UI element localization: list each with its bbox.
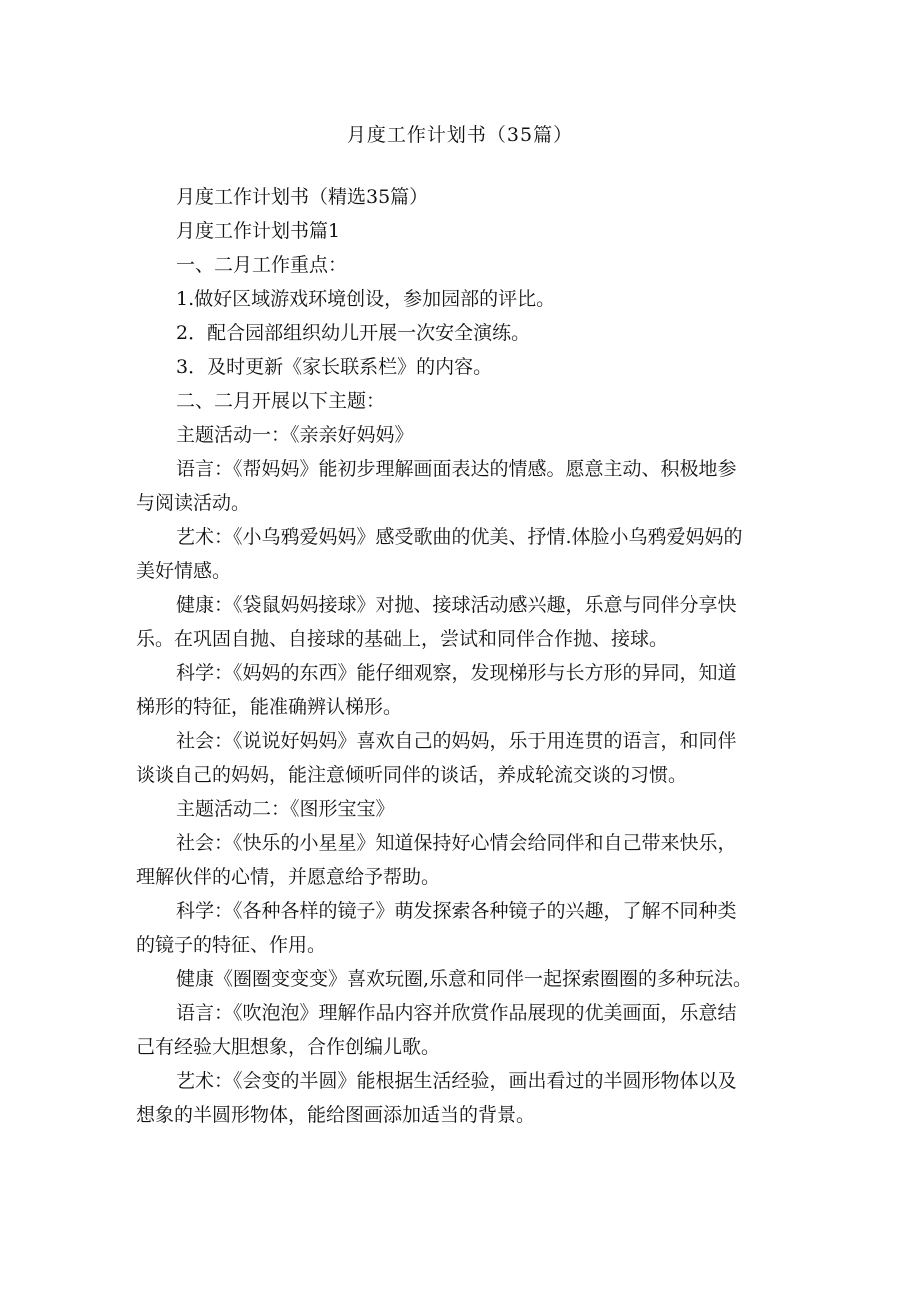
paragraph-line: 月度工作计划书（精选35篇） xyxy=(176,186,429,208)
document-title: 月度工作计划书（35篇） xyxy=(346,124,574,146)
paragraph-line: 理解伙伴的心情，并愿意给予帮助。 xyxy=(136,866,441,888)
paragraph-line: 与阅读活动。 xyxy=(136,492,251,514)
paragraph-line: 想象的半圆形物体，能给图画添加适当的背景。 xyxy=(136,1104,536,1126)
paragraph-line: 二、二月开展以下主题： xyxy=(176,390,386,412)
paragraph-line: 主题活动二：《图形宝宝》 xyxy=(176,798,395,820)
paragraph-line: 梯形的特征，能准确辨认梯形。 xyxy=(136,696,403,718)
paragraph-line: 健康《圈圈变变变》喜欢玩圈,乐意和同伴一起探索圈圈的多种玩法。 xyxy=(176,968,753,990)
paragraph-line: 科学：《各种各样的镜子》萌发探索各种镜子的兴趣，了解不同种类 xyxy=(176,900,737,922)
paragraph-line: 月度工作计划书篇1 xyxy=(176,220,341,242)
paragraph-line: 社会：《说说好妈妈》喜欢自己的妈妈，乐于用连贯的语言，和同伴 xyxy=(176,730,737,752)
document-body xyxy=(136,180,786,1132)
paragraph-line: 3．及时更新《家长联系栏》的内容。 xyxy=(176,356,493,378)
paragraph-line: 语言：《吹泡泡》理解作品内容并欣赏作品展现的优美画面，乐意结 xyxy=(176,1002,737,1024)
paragraph-line: 一、二月工作重点： xyxy=(176,254,348,276)
paragraph-line: 的镜子的特征、作用。 xyxy=(136,934,327,956)
paragraph-line: 艺术：《小乌鸦爱妈妈》感受歌曲的优美、抒情.体脸小乌鸦爱妈妈的 xyxy=(176,526,743,548)
paragraph-line: 社会：《快乐的小星星》知道保持好心情会给同伴和自己带来快乐， xyxy=(176,832,737,854)
paragraph-line: 艺术：《会变的半圆》能根据生活经验，画出看过的半圆形物体以及 xyxy=(176,1070,737,1092)
paragraph-line: 1.做好区域游戏环境创设，参加园部的评比。 xyxy=(176,288,556,310)
paragraph-line: 2．配合园部组织幼儿开展一次安全演练。 xyxy=(176,322,531,344)
paragraph-line: 己有经验大胆想象，合作创编儿歌。 xyxy=(136,1036,441,1058)
paragraph-line: 美好情感。 xyxy=(136,560,232,582)
paragraph-line: 语言：《帮妈妈》能初步理解画面表达的情感。愿意主动、积极地参 xyxy=(176,458,737,480)
paragraph-line: 科学：《妈妈的东西》能仔细观察，发现梯形与长方形的异同，知道 xyxy=(176,662,737,684)
paragraph-line: 谈谈自己的妈妈，能注意倾听同伴的谈话，养成轮流交谈的习惯。 xyxy=(136,764,688,786)
paragraph-line: 健康：《袋鼠妈妈接球》对抛、接球活动感兴趣，乐意与同伴分享快 xyxy=(176,594,737,616)
paragraph-line: 乐。在巩固自抛、自接球的基础上，尝试和同伴合作抛、接球。 xyxy=(136,628,669,650)
paragraph-line: 主题活动一：《亲亲好妈妈》 xyxy=(176,424,414,446)
